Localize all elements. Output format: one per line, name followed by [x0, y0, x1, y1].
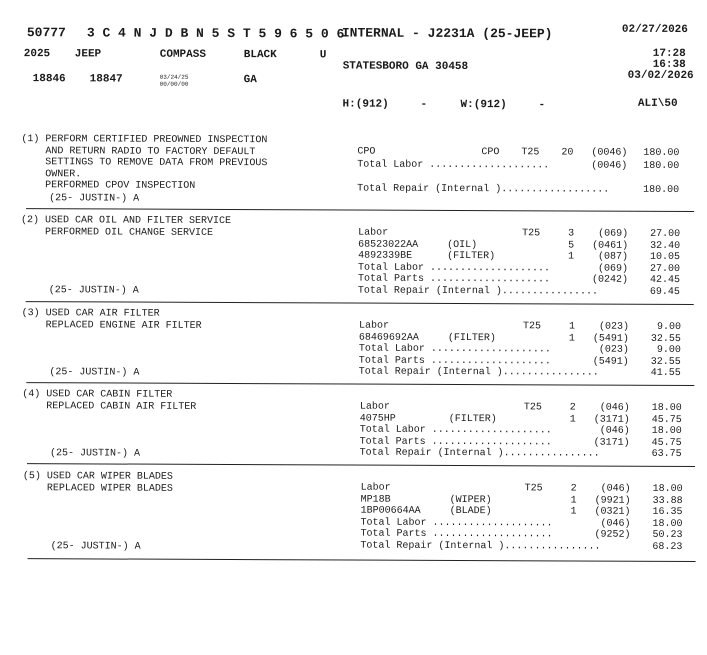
sub-date-1: 03/24/25 — [159, 73, 189, 81]
line-description: Labor — [358, 227, 389, 239]
amount: 9.00 — [656, 321, 681, 333]
cost-code: (087) — [598, 251, 629, 263]
line-description: Total Labor .................... — [358, 343, 551, 356]
job-number: (4) — [22, 389, 41, 401]
job-description-line: PERFORMED OIL CHANGE SERVICE — [44, 226, 214, 239]
cost-code: (0321) — [594, 506, 631, 518]
line-description: Total Repair (Internal ).................. — [357, 183, 610, 196]
labor-code: T25 — [521, 147, 540, 159]
amount: 180.00 — [643, 160, 680, 172]
home-phone-dash: - — [420, 98, 428, 111]
state: GA — [243, 74, 257, 87]
amount: 18.00 — [651, 402, 682, 414]
cost-code: (5491) — [592, 333, 629, 345]
amount: 27.00 — [649, 263, 681, 275]
amount: 33.88 — [652, 495, 683, 507]
labor-code: T25 — [522, 321, 542, 333]
vehicle-make: JEEP — [74, 48, 102, 61]
vehicle-flag: U — [319, 49, 327, 62]
amount: 32.55 — [650, 356, 681, 368]
section-divider — [26, 301, 694, 305]
document-title: INTERNAL - J2231A (25-JEEP) — [341, 25, 553, 42]
amount: 63.75 — [651, 449, 682, 461]
vehicle-color: BLACK — [243, 49, 277, 62]
amount: 32.55 — [650, 333, 681, 345]
vehicle-year: 2025 — [23, 48, 51, 61]
amount: 180.00 — [643, 147, 680, 159]
section-divider — [28, 558, 696, 562]
line-description: Total Labor .................... — [360, 517, 553, 530]
line-category: (WIPER) — [449, 494, 492, 506]
line-description: Total Parts .................... — [357, 273, 551, 286]
job-number: (2) — [21, 215, 40, 227]
dealer-location: STATESBORO GA 30458 — [342, 60, 469, 74]
cost-code: (0242) — [591, 274, 628, 287]
stock-number: 18847 — [89, 73, 123, 86]
work-phone: W:(912) — [460, 99, 507, 112]
cost-code: (0046) — [591, 160, 628, 172]
quantity: 1 — [570, 495, 577, 507]
cost-code: (9921) — [594, 495, 631, 507]
time-in: 17:28 — [652, 47, 686, 60]
quantity: 1 — [570, 506, 577, 518]
line-description: Total Parts .................... — [358, 355, 551, 368]
cost-code: (0046) — [591, 147, 628, 159]
job-description-line: REPLACED CABIN AIR FILTER — [46, 400, 197, 413]
job-description-line: PERFORMED CPOV INSPECTION — [45, 180, 196, 193]
line-description: MP18B — [360, 494, 391, 506]
labor-code: T25 — [524, 483, 543, 495]
job-description-line: USED CAR WIPER BLADES — [46, 471, 173, 483]
job-description-line: PERFORM CERTIFIED PREOWNED INSPECTION — [45, 134, 268, 147]
amount: 18.00 — [652, 483, 683, 495]
labor-code: T25 — [522, 228, 541, 240]
line-category: (FILTER) — [447, 332, 496, 344]
job-description-line: USED CAR OIL AND FILTER SERVICE — [45, 215, 232, 228]
labor-code: T25 — [523, 402, 542, 414]
technician: (25- JUSTIN-) A — [49, 448, 141, 460]
cost-code: (069) — [598, 228, 629, 240]
line-category: (BLADE) — [449, 506, 492, 518]
quantity: 5 — [568, 240, 575, 252]
quantity: 1 — [568, 333, 575, 345]
line-description: Total Repair (Internal )................ — [358, 366, 599, 380]
cost-code: (046) — [600, 483, 631, 495]
advisor-code: ALI\50 — [637, 97, 678, 110]
tag-number: 18846 — [32, 73, 66, 86]
line-category: (OIL) — [447, 239, 478, 251]
line-description: Total Parts .................... — [360, 528, 553, 541]
technician: (25- JUSTIN-) A — [50, 541, 141, 553]
line-description: 68469692AA — [358, 332, 419, 344]
sub-date-2: 00/00/00 — [159, 80, 189, 88]
cost-code: (3171) — [593, 414, 630, 426]
quantity: 1 — [569, 414, 576, 426]
line-category: (FILTER) — [447, 251, 496, 263]
technician: (25- JUSTIN-) A — [49, 367, 140, 379]
amount: 9.00 — [656, 345, 681, 357]
line-description: Total Repair (Internal )................ — [360, 540, 601, 553]
quantity: 2 — [570, 483, 577, 495]
line-description: Total Labor .................... — [357, 159, 550, 171]
amount: 45.75 — [651, 437, 682, 449]
line-description: Total Labor .................... — [359, 424, 552, 437]
job-number: (3) — [21, 308, 40, 320]
job-description-line: SETTINGS TO REMOVE DATA FROM PREVIOUS — [45, 157, 268, 170]
home-phone: H:(912) — [342, 98, 389, 111]
line-description: Labor — [358, 320, 390, 332]
amount: 10.05 — [650, 252, 681, 264]
quantity: 1 — [568, 251, 575, 263]
line-description: 4892339BE — [358, 250, 413, 262]
line-description: Total Repair (Internal )................ — [359, 447, 600, 461]
order-date: 02/27/2026 — [621, 23, 688, 37]
job-number: (1) — [21, 134, 40, 146]
job-number: (5) — [22, 471, 41, 483]
amount: 68.23 — [652, 541, 683, 553]
cost-code: (023) — [598, 321, 629, 333]
amount: 18.00 — [651, 426, 682, 438]
quantity: 2 — [569, 402, 576, 414]
job-description-line: AND RETURN RADIO TO FACTORY DEFAULT — [45, 145, 256, 158]
amount: 180.00 — [643, 184, 680, 196]
cost-code: (069) — [597, 263, 629, 275]
amount: 32.40 — [650, 240, 681, 252]
line-description: CPO — [357, 146, 376, 158]
customer-number: 50777 — [26, 25, 66, 41]
vin: 3 C 4 N J D B N 5 S T 5 9 6 5 0 6 — [86, 25, 345, 42]
amount: 27.00 — [650, 228, 681, 240]
cost-code: (3171) — [593, 437, 630, 449]
amount: 69.45 — [649, 286, 680, 298]
job-description-line: REPLACED WIPER BLADES — [46, 482, 173, 495]
job-description-line: REPLACED ENGINE AIR FILTER — [45, 319, 202, 332]
technician: (25- JUSTIN-) A — [49, 193, 140, 205]
line-category: CPO — [481, 147, 500, 159]
line-description: 4075HP — [359, 413, 396, 425]
amount: 18.00 — [652, 518, 683, 530]
line-description: Total Labor .................... — [357, 262, 551, 275]
line-description: Total Repair (Internal )................ — [357, 285, 598, 298]
quantity: 1 — [568, 321, 575, 333]
vehicle-model: COMPASS — [159, 48, 207, 61]
section-divider — [26, 382, 694, 386]
line-category: (FILTER) — [448, 413, 497, 425]
line-description: 68523022AA — [358, 239, 419, 251]
section-divider — [26, 208, 694, 212]
cost-code: (5491) — [592, 356, 629, 368]
promise-date: 03/02/2026 — [627, 69, 694, 83]
amount: 50.23 — [652, 530, 683, 542]
cost-code: (9252) — [594, 529, 631, 542]
line-description: 1BP00664AA — [360, 505, 421, 518]
time-out: 16:38 — [652, 58, 686, 71]
cost-code: (023) — [598, 344, 629, 356]
section-divider — [27, 463, 695, 467]
amount: 45.75 — [651, 414, 682, 426]
cost-code: (046) — [599, 402, 630, 414]
amount: 41.55 — [650, 368, 681, 380]
cost-code: (046) — [600, 518, 631, 530]
technician: (25- JUSTIN-) A — [48, 285, 139, 297]
job-description-line: USED CAR AIR FILTER — [45, 308, 160, 320]
amount: 42.45 — [649, 275, 680, 287]
quantity: 20 — [561, 147, 574, 159]
work-phone-dash: - — [538, 99, 546, 112]
line-description: Total Parts .................... — [359, 436, 552, 449]
quantity: 3 — [568, 228, 575, 240]
cost-code: (046) — [599, 425, 630, 437]
amount: 16.35 — [652, 507, 683, 519]
line-description: Labor — [360, 482, 391, 494]
job-description-line: OWNER. — [45, 168, 82, 181]
line-description: Labor — [359, 401, 390, 413]
job-description-line: USED CAR CABIN FILTER — [46, 389, 173, 401]
cost-code: (0461) — [592, 240, 629, 252]
